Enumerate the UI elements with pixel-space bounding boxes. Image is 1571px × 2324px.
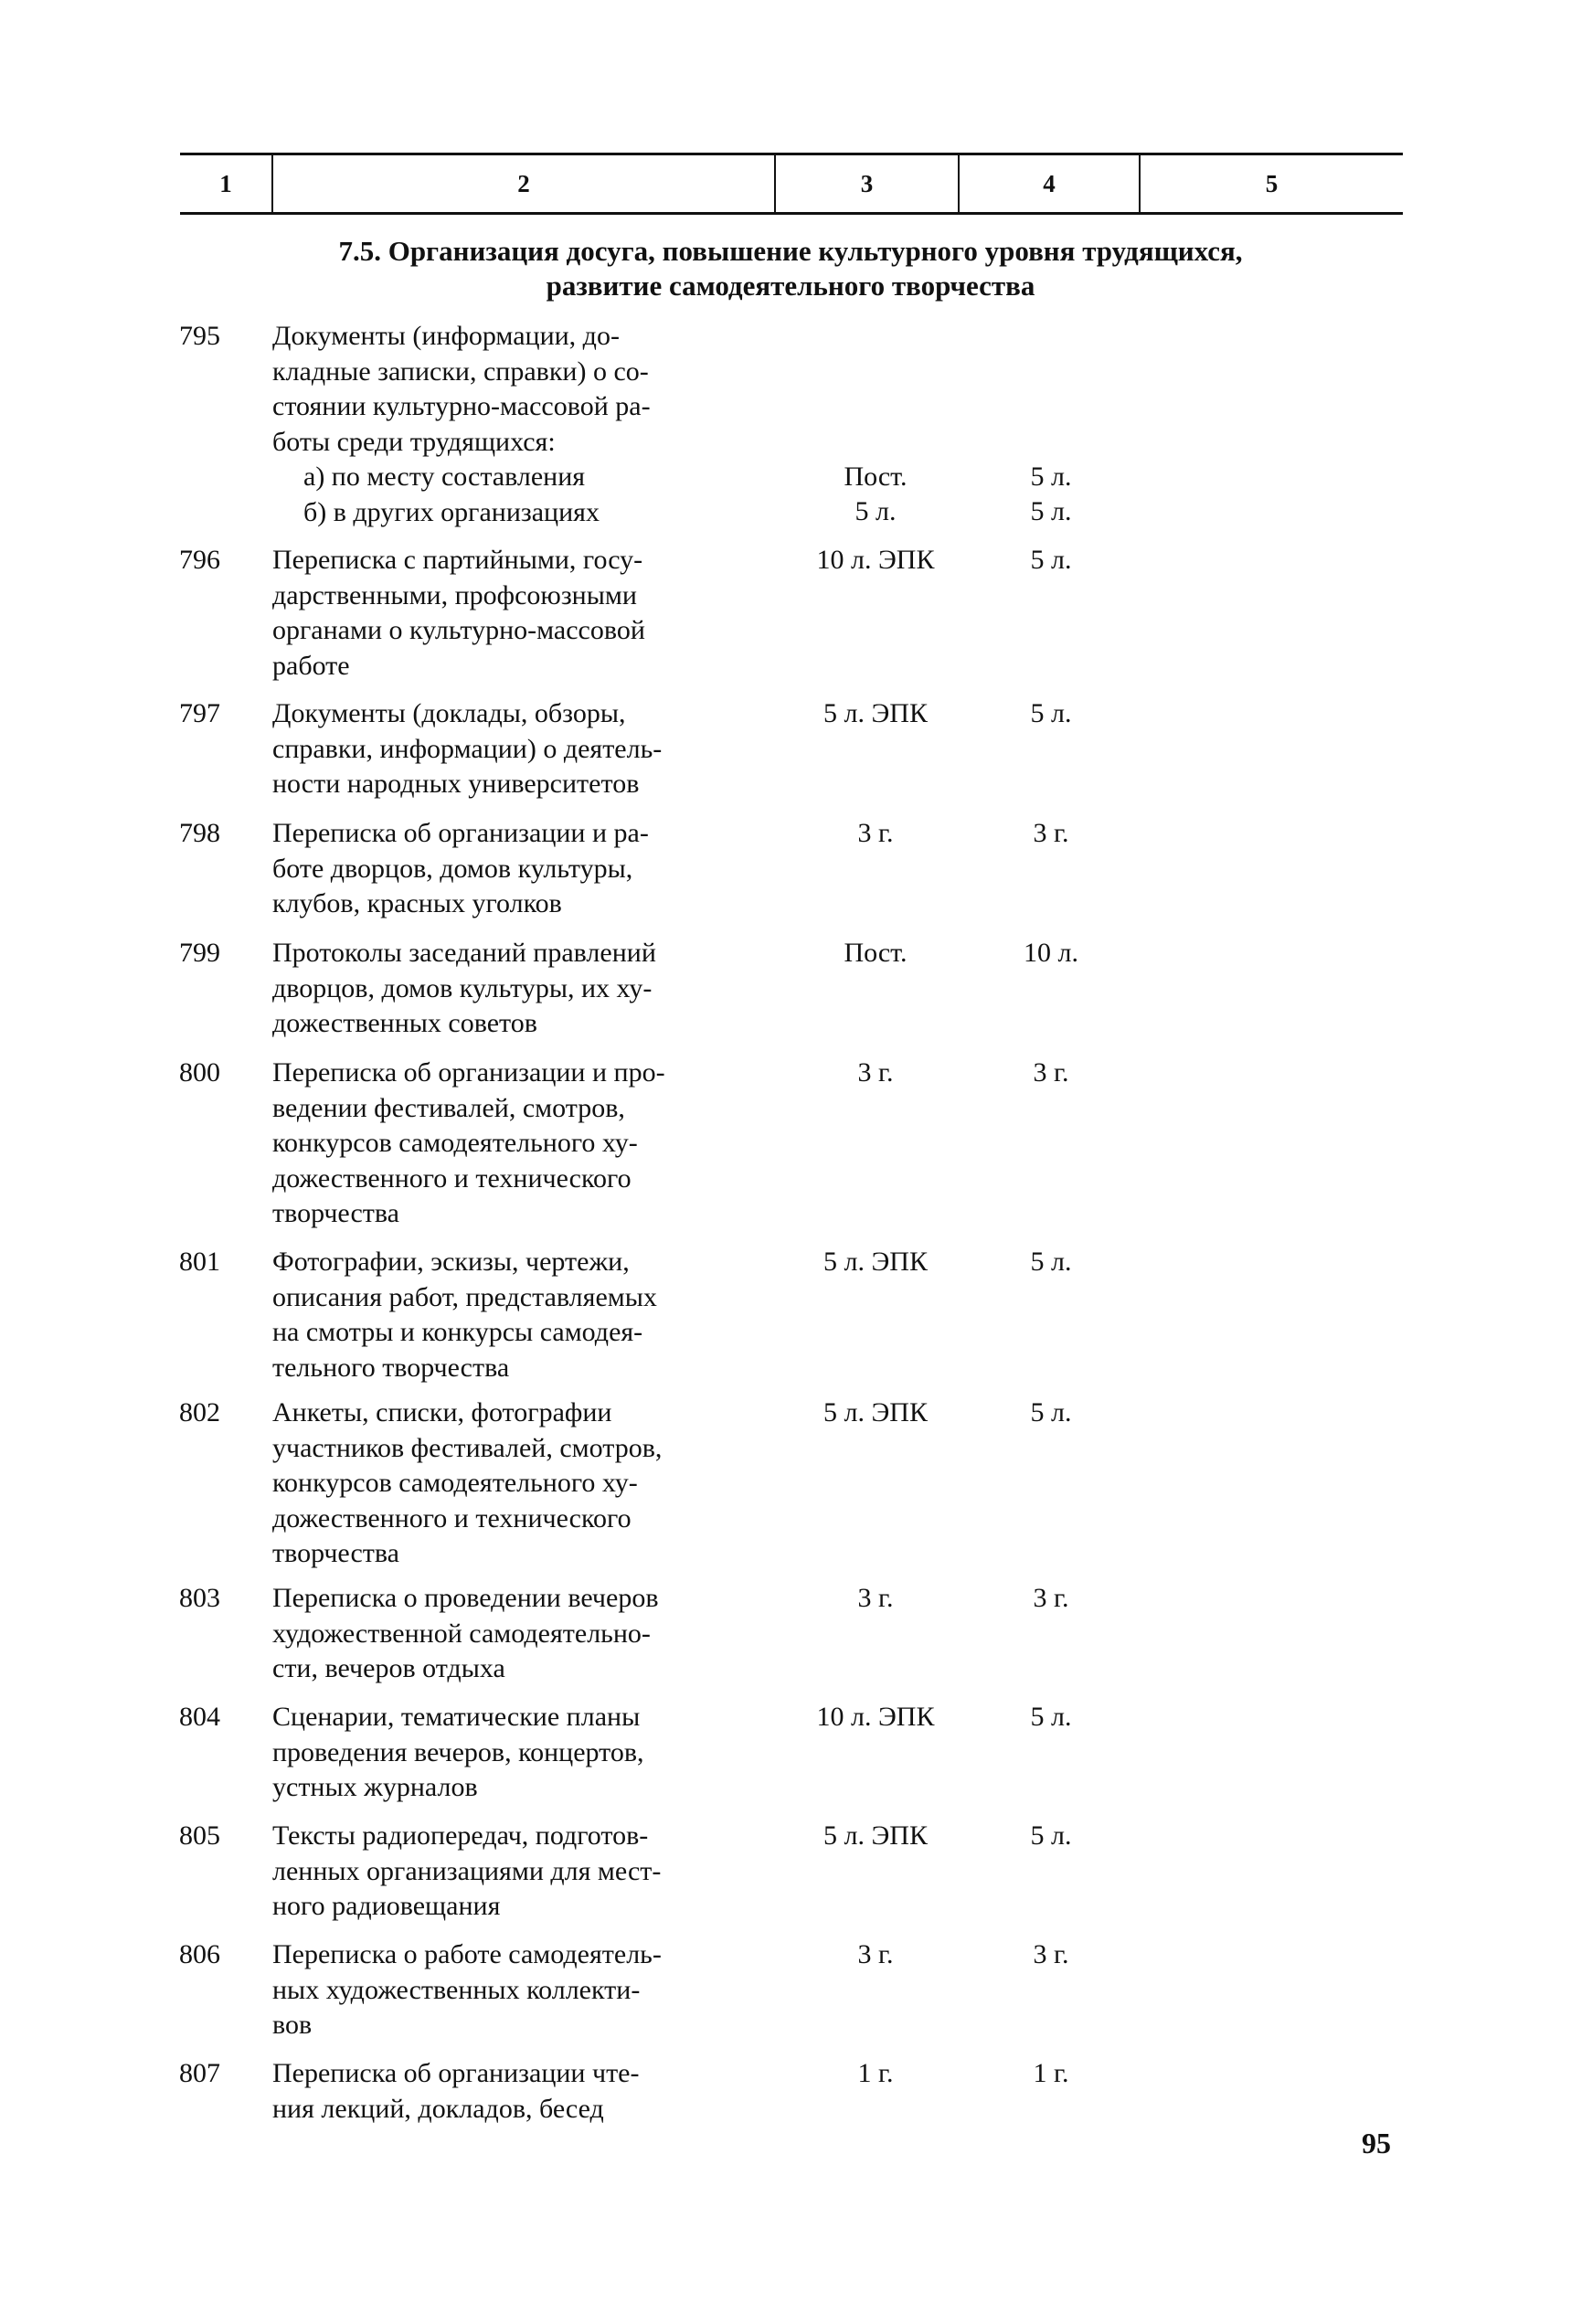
desc-line: творчества bbox=[272, 1198, 399, 1228]
section-title-line: 7.5. Организация досуга, повышение культурного уровня трудящихся, bbox=[338, 235, 1243, 267]
retention-period: 5 л. ЭПК bbox=[823, 1397, 928, 1427]
desc-line: дожественного и технического bbox=[272, 1162, 632, 1194]
desc-line: боты среди трудящихся: bbox=[272, 426, 556, 457]
entry-description bbox=[272, 696, 766, 802]
desc-line: Сценарии, тематические планы bbox=[272, 1702, 641, 1732]
desc-line: дарственными, профсоюзными bbox=[272, 579, 637, 610]
desc-line: художественной самодеятельно- bbox=[272, 1618, 651, 1649]
retention-period-alt: 5 л. bbox=[1030, 1820, 1072, 1851]
desc-line: кладные записки, справки) о со- bbox=[272, 355, 649, 387]
page-number: 95 bbox=[1362, 2127, 1391, 2160]
desc-line: Тексты радиопередач, подготов- bbox=[272, 1820, 649, 1851]
entry-number: 796 bbox=[179, 545, 220, 575]
sub-item: а) по месту составления bbox=[303, 462, 586, 492]
desc-line: ности народных университетов bbox=[272, 769, 640, 799]
retention-period: 3 г. bbox=[857, 1057, 894, 1088]
entry-number: 795 bbox=[179, 321, 220, 351]
desc-line: Фотографии, эскизы, чертежи, bbox=[272, 1247, 630, 1277]
retention-period: 5 л. ЭПК bbox=[823, 1247, 928, 1277]
entry-description bbox=[272, 1395, 766, 1572]
header-col-4: 4 bbox=[1043, 169, 1056, 197]
entry-number: 801 bbox=[179, 1247, 220, 1277]
retention-period: 1 г. bbox=[857, 2058, 894, 2088]
retention-period: Пост. bbox=[844, 938, 908, 968]
entry-number: 799 bbox=[179, 938, 220, 968]
desc-line: описания работ, представляемых bbox=[272, 1281, 657, 1312]
desc-line: дожественного и технического bbox=[272, 1502, 632, 1533]
entry-description bbox=[272, 1700, 766, 1806]
retention-period-alt: 5 л. bbox=[1030, 496, 1072, 526]
header-col-2: 2 bbox=[517, 169, 530, 197]
desc-line: Переписка об организации и про- bbox=[272, 1057, 665, 1088]
retention-period-alt: 5 л. bbox=[1030, 545, 1072, 575]
entry-number: 800 bbox=[179, 1057, 220, 1088]
header-col-3: 3 bbox=[860, 169, 874, 197]
desc-line: дворцов, домов культуры, их ху- bbox=[272, 972, 653, 1003]
desc-line: Протоколы заседаний правлений bbox=[272, 938, 656, 968]
retention-period: 5 л. ЭПК bbox=[823, 1820, 928, 1851]
entry-description bbox=[272, 543, 766, 684]
desc-line: справки, информации) о деятель- bbox=[272, 733, 663, 764]
desc-line: боте дворцов, домов культуры, bbox=[272, 853, 633, 884]
desc-line: творчества bbox=[272, 1538, 399, 1568]
desc-line: Документы (информации, до- bbox=[272, 321, 620, 351]
retention-period-alt: 3 г. bbox=[1033, 1057, 1069, 1088]
retention-period-alt: 3 г. bbox=[1033, 1939, 1069, 1969]
table-header bbox=[180, 153, 1403, 215]
desc-line: устных журналов bbox=[272, 1772, 478, 1802]
entry-number: 807 bbox=[179, 2058, 220, 2088]
sub-item: б) в других организациях bbox=[303, 496, 600, 527]
desc-line: стоянии культурно-массовой ра- bbox=[272, 391, 651, 421]
entry-description bbox=[272, 1581, 766, 1687]
desc-line: конкурсов самодеятельного ху- bbox=[272, 1468, 638, 1498]
desc-line: ведении фестивалей, смотров, bbox=[272, 1092, 625, 1123]
retention-period: 5 л. bbox=[854, 496, 897, 526]
retention-period-alt: 5 л. bbox=[1030, 698, 1072, 728]
desc-line: Переписка о работе самодеятель- bbox=[272, 1939, 662, 1969]
retention-period: 5 л. ЭПК bbox=[823, 698, 928, 728]
entry-description bbox=[272, 1245, 766, 1385]
entry-number: 803 bbox=[179, 1583, 220, 1613]
desc-line: участников фестивалей, смотров, bbox=[272, 1432, 663, 1463]
section-title-line: развитие самодеятельного творчества bbox=[546, 270, 1035, 302]
retention-period: 10 л. ЭПК bbox=[816, 545, 935, 575]
retention-period-alt: 3 г. bbox=[1033, 818, 1069, 848]
entry-description bbox=[272, 816, 766, 922]
entry-description bbox=[272, 1819, 766, 1925]
retention-period: Пост. bbox=[844, 462, 908, 492]
desc-line: Переписка об организации чте- bbox=[272, 2058, 640, 2088]
retention-period-alt: 5 л. bbox=[1030, 462, 1072, 492]
desc-line: конкурсов самодеятельного ху- bbox=[272, 1128, 638, 1158]
retention-period: 10 л. ЭПК bbox=[816, 1702, 935, 1732]
desc-line: тельного творчества bbox=[272, 1352, 510, 1383]
desc-line: органами о культурно-массовой bbox=[272, 615, 645, 645]
desc-line: Документы (доклады, обзоры, bbox=[272, 698, 626, 728]
desc-line: дожественных советов bbox=[272, 1008, 537, 1038]
entry-number: 802 bbox=[179, 1397, 220, 1427]
desc-line: сти, вечеров отдыха bbox=[272, 1653, 505, 1683]
desc-line: работе bbox=[272, 650, 350, 681]
desc-line: проведения вечеров, концертов, bbox=[272, 1736, 644, 1767]
desc-line: на смотры и конкурсы самодея- bbox=[272, 1317, 643, 1347]
retention-period-alt: 10 л. bbox=[1024, 938, 1078, 968]
entry-description bbox=[272, 936, 766, 1042]
entry-number: 798 bbox=[179, 818, 220, 848]
section-title bbox=[183, 234, 1398, 303]
entry-number: 797 bbox=[179, 698, 220, 728]
entry-number: 804 bbox=[179, 1702, 220, 1732]
retention-period: 3 г. bbox=[857, 818, 894, 848]
header-col-5: 5 bbox=[1265, 169, 1279, 197]
entry-number: 806 bbox=[179, 1939, 220, 1969]
retention-period-alt: 3 г. bbox=[1033, 1583, 1069, 1613]
entry-description bbox=[272, 2056, 766, 2127]
desc-line: ных художественных коллекти- bbox=[272, 1974, 641, 2005]
entry-description bbox=[272, 1056, 766, 1232]
entry-description bbox=[272, 319, 766, 530]
desc-line: клубов, красных уголков bbox=[272, 888, 562, 918]
retention-period-alt: 1 г. bbox=[1033, 2058, 1069, 2088]
desc-line: ленных организациями для мест- bbox=[272, 1855, 662, 1886]
header-col-1: 1 bbox=[219, 169, 232, 197]
retention-period-alt: 5 л. bbox=[1030, 1397, 1072, 1427]
retention-period-alt: 5 л. bbox=[1030, 1247, 1072, 1277]
desc-line: Переписка о проведении вечеров bbox=[272, 1583, 659, 1613]
desc-line: Переписка с партийными, госу- bbox=[272, 545, 643, 575]
desc-line: Переписка об организации и ра- bbox=[272, 818, 649, 848]
entry-number: 805 bbox=[179, 1820, 220, 1851]
retention-period: 3 г. bbox=[857, 1939, 894, 1969]
retention-period-alt: 5 л. bbox=[1030, 1702, 1072, 1732]
desc-line: ного радиовещания bbox=[272, 1891, 501, 1921]
desc-line: ния лекций, докладов, бесед bbox=[272, 2093, 604, 2124]
desc-line: Анкеты, списки, фотографии bbox=[272, 1397, 612, 1427]
desc-line: вов bbox=[272, 2010, 313, 2040]
retention-period: 3 г. bbox=[857, 1583, 894, 1613]
entry-description bbox=[272, 1937, 766, 2043]
